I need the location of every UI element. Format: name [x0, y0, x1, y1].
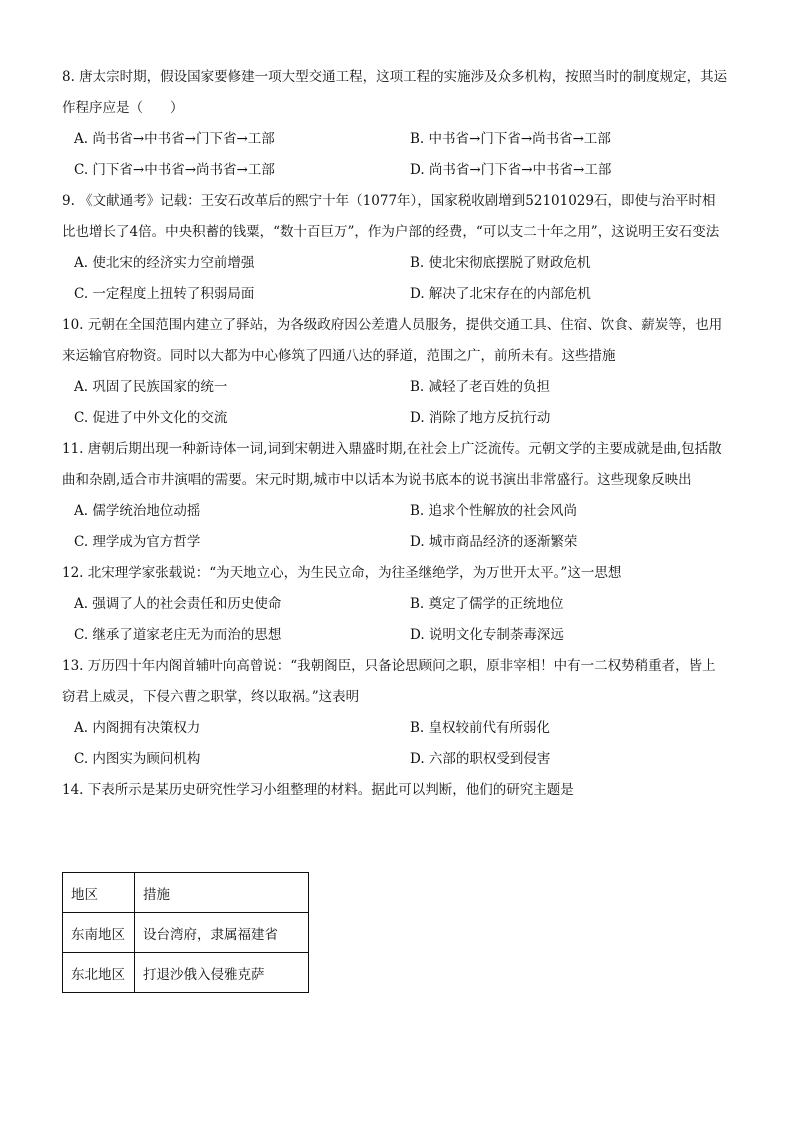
option-a[interactable]: A. 尚书省→中书省→门下省→工部: [74, 131, 275, 147]
option-b[interactable]: B. 皇权较前代有所弱化: [410, 720, 551, 736]
question-stem: 13. 万历四十年内阁首辅叶向高曾说：“我朝阁臣，只备论思顾问之职，原非宰相！中有一二权势稍重者，皆上窃君上威灵，下侵六曹之职掌，终以取祸。”这表明: [62, 658, 716, 705]
option-c[interactable]: C. 促进了中外文化的交流: [74, 410, 228, 426]
table-header-cell: 措施: [135, 873, 309, 913]
table-header-cell: 地区: [63, 873, 135, 913]
table-cell: 设台湾府，隶属福建省: [135, 913, 309, 953]
option-b[interactable]: B. 减轻了老百姓的负担: [410, 379, 551, 395]
option-b[interactable]: B. 中书省→门下省→尚书省→工部: [410, 131, 611, 147]
option-d[interactable]: D. 尚书省→门下省→中书省→工部: [410, 162, 612, 178]
option-c[interactable]: C. 一定程度上扭转了积弱局面: [74, 286, 255, 302]
option-b[interactable]: B. 使北宋彻底摆脱了财政危机: [410, 255, 591, 271]
option-a[interactable]: A. 内阁拥有决策权力: [74, 720, 201, 736]
option-d[interactable]: D. 说明文化专制荼毒深远: [410, 627, 564, 643]
table-cell: 东北地区: [63, 953, 135, 993]
question-12: [62, 558, 728, 651]
question-stem: 8. 唐太宗时期，假设国家要修建一项大型交通工程，这项工程的实施涉及众多机构，按照当时的制度规定，其运作程序应是（ ）: [62, 69, 728, 116]
option-a[interactable]: A. 强调了人的社会责任和历史使命: [74, 596, 282, 612]
table-row: [63, 913, 309, 953]
exam-page: [62, 62, 728, 983]
option-b[interactable]: B. 追求个性解放的社会风尚: [410, 503, 578, 519]
question-stem: 9. 《文献通考》记载：王安石改革后的熙宁十年（1077年），国家税收剧增到52101029石，即使与治平时相比也增长了4倍。中央积蓄的钱粟，“数十百巨万”，作为户部的经费，“可以支二十年之用”，这说明王安石变法: [62, 193, 720, 240]
question-11: [62, 434, 728, 558]
option-d[interactable]: D. 六部的职权受到侵害: [410, 751, 551, 767]
question-stem: 12. 北宋理学家张载说：“为天地立心，为生民立命，为往圣继绝学，为万世开太平。”这一思想: [62, 565, 622, 581]
table-row: [63, 953, 309, 993]
option-grid: [62, 496, 728, 558]
option-grid: [62, 713, 728, 775]
question-13: [62, 651, 728, 775]
table-cell: 东南地区: [63, 913, 135, 953]
table-cell: 打退沙俄入侵雅克萨: [135, 953, 309, 993]
option-a[interactable]: A. 巩固了民族国家的统一: [74, 379, 228, 395]
option-d[interactable]: D. 消除了地方反抗行动: [410, 410, 551, 426]
option-a[interactable]: A. 儒学统治地位动摇: [74, 503, 201, 519]
question-14: [62, 775, 728, 806]
option-a[interactable]: A. 使北宋的经济实力空前增强: [74, 255, 255, 271]
question-9: [62, 186, 728, 310]
option-grid: [62, 589, 728, 651]
option-c[interactable]: C. 内图实为顾问机构: [74, 751, 201, 767]
option-grid: [62, 372, 728, 434]
option-c[interactable]: C. 继承了道家老庄无为而治的思想: [74, 627, 282, 643]
question-10: [62, 310, 728, 434]
option-d[interactable]: D. 解决了北宋存在的内部危机: [410, 286, 591, 302]
question-stem: 11. 唐朝后期出现一种新诗体一词,词到宋朝进入鼎盛时期,在社会上广泛流传。元朝文学的主要成就是曲,包括散曲和杂剧,适合市井演唱的需要。宋元时期,城市中以话本为说书底本的说书演出非常盛行。这些现象反映出: [62, 441, 722, 488]
option-c[interactable]: C. 理学成为官方哲学: [74, 534, 201, 550]
option-b[interactable]: B. 奠定了儒学的正统地位: [410, 596, 564, 612]
table-header-row: [63, 873, 309, 913]
option-d[interactable]: D. 城市商品经济的逐渐繁荣: [410, 534, 578, 550]
option-c[interactable]: C. 门下省→中书省→尚书省→工部: [74, 162, 275, 178]
question-8: [62, 62, 728, 186]
research-table: [62, 872, 309, 993]
question-stem: 10. 元朝在全国范围内建立了驿站，为各级政府因公差遣人员服务，提供交通工具、住宿、饮食、薪炭等，也用来运输官府物资。同时以大都为中心修筑了四通八达的驿道，范围之广，前所未有。这些措施: [62, 317, 723, 364]
option-grid: [62, 124, 728, 186]
question-stem: 14. 下表所示是某历史研究性学习小组整理的材料。据此可以判断，他们的研究主题是: [62, 782, 574, 798]
option-grid: [62, 248, 728, 310]
